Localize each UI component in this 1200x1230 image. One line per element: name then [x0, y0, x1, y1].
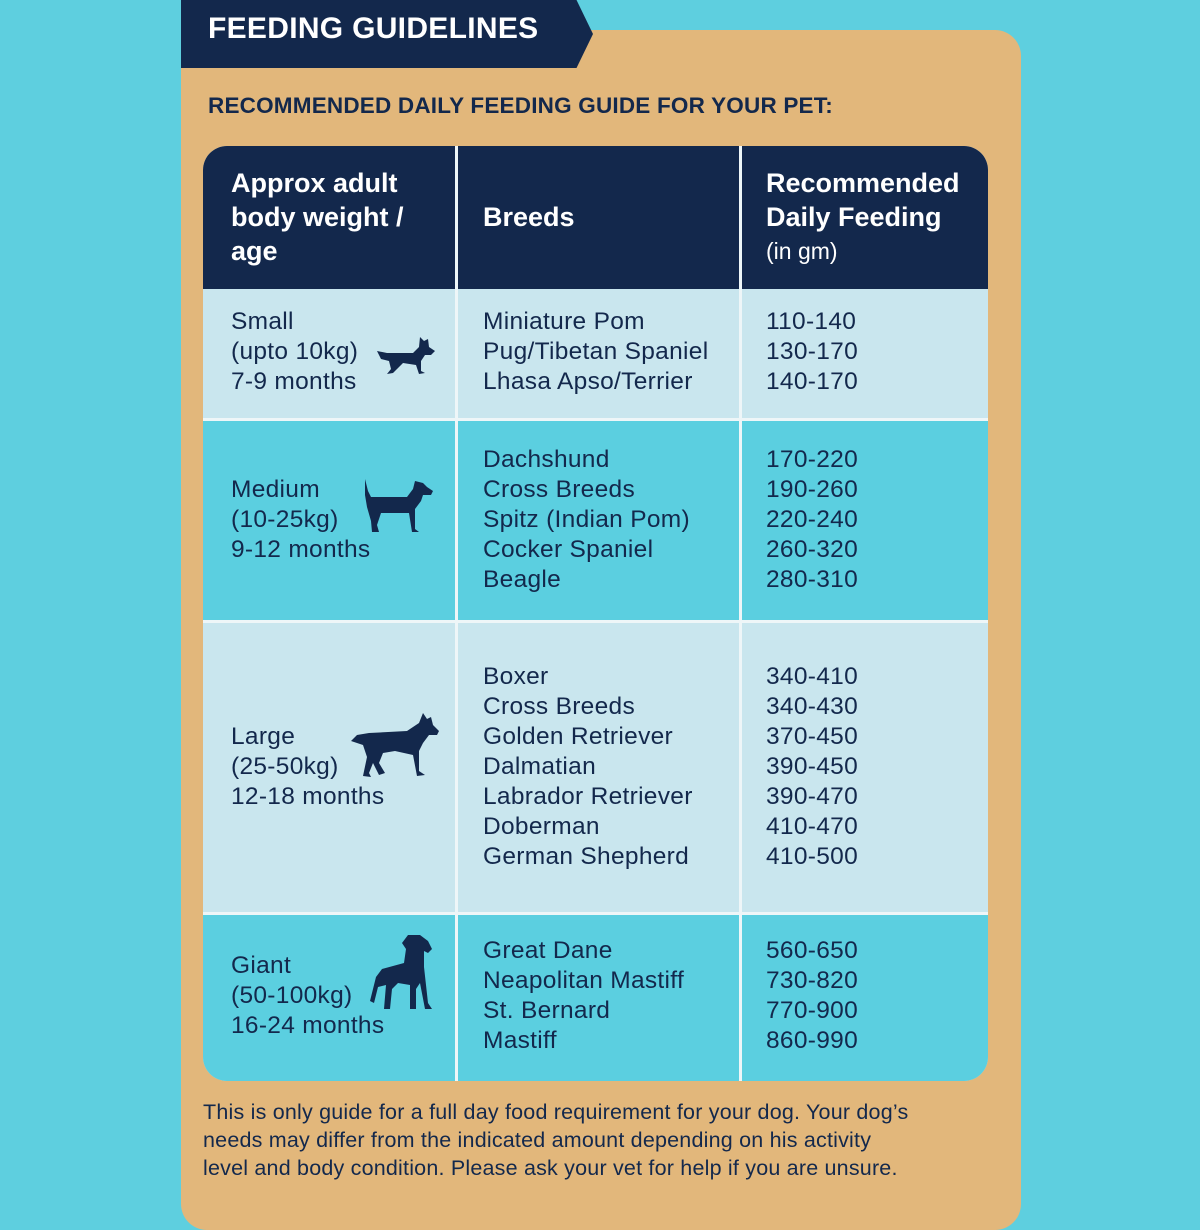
column-divider	[455, 146, 458, 1081]
weight-range: (10-25kg)	[231, 506, 339, 533]
amounts-cell	[766, 936, 858, 1056]
feeding-amount: 370-450	[766, 723, 859, 750]
size-label: Small	[231, 308, 294, 335]
feeding-amount: 390-450	[766, 753, 859, 780]
weight-range: (25-50kg)	[231, 753, 339, 780]
size-cell	[231, 475, 371, 565]
weight-range: (50-100kg)	[231, 982, 353, 1009]
breeds-cell	[483, 307, 708, 397]
breeds-cell	[483, 445, 690, 595]
breed-name: Dalmatian	[483, 753, 596, 780]
header-daily-feeding	[766, 166, 960, 268]
disclaimer-note	[203, 1098, 993, 1182]
feeding-amount: 770-900	[766, 997, 859, 1024]
breed-name: Dachshund	[483, 446, 610, 473]
age-range: 7-9 months	[231, 368, 357, 395]
header-feeding-unit: (in gm)	[766, 238, 838, 264]
disclaimer-line: needs may differ from the indicated amount depending on his activity	[203, 1128, 872, 1152]
amounts-cell	[766, 307, 858, 397]
feeding-table	[203, 146, 988, 1081]
feeding-amount: 410-470	[766, 813, 859, 840]
header-weight-line: Approx adult	[231, 168, 398, 198]
giant-dog-icon	[368, 933, 434, 1013]
breed-name: Golden Retriever	[483, 723, 673, 750]
feeding-amount: 340-410	[766, 663, 859, 690]
amounts-cell	[766, 662, 858, 872]
feeding-amount: 130-170	[766, 338, 859, 365]
feeding-amount: 390-470	[766, 783, 859, 810]
breed-name: Boxer	[483, 663, 549, 690]
weight-range: (upto 10kg)	[231, 338, 359, 365]
column-divider	[739, 146, 742, 1081]
feeding-amount: 190-260	[766, 476, 859, 503]
breed-name: Great Dane	[483, 937, 613, 964]
table-row	[203, 289, 988, 418]
feeding-amount: 140-170	[766, 368, 859, 395]
size-cell	[231, 307, 358, 397]
feeding-amount: 220-240	[766, 506, 859, 533]
breed-name: Cross Breeds	[483, 476, 636, 503]
breed-name: Doberman	[483, 813, 600, 840]
breed-name: Cocker Spaniel	[483, 536, 654, 563]
table-row	[203, 915, 988, 1081]
table-header	[203, 146, 988, 289]
age-range: 9-12 months	[231, 536, 371, 563]
feeding-amount: 730-820	[766, 967, 859, 994]
breed-name: Mastiff	[483, 1027, 557, 1054]
amounts-cell	[766, 445, 858, 595]
header-weight-age	[231, 166, 404, 268]
breed-name: Neapolitan Mastiff	[483, 967, 685, 994]
header-weight-line: body weight /	[231, 202, 404, 232]
size-label: Large	[231, 723, 296, 750]
breed-name: Spitz (Indian Pom)	[483, 506, 690, 533]
header-breeds: Breeds	[483, 202, 575, 232]
feeding-amount: 560-650	[766, 937, 859, 964]
size-label: Medium	[231, 476, 320, 503]
feeding-amount: 170-220	[766, 446, 859, 473]
age-range: 12-18 months	[231, 783, 385, 810]
header-feeding-line: Daily Feeding	[766, 202, 942, 232]
age-range: 16-24 months	[231, 1012, 385, 1039]
disclaimer-line: This is only guide for a full day food requirement for your dog. Your dog’s	[203, 1100, 909, 1124]
feeding-amount: 260-320	[766, 536, 859, 563]
size-label: Giant	[231, 952, 292, 979]
medium-dog-icon	[359, 477, 435, 535]
breed-name: St. Bernard	[483, 997, 611, 1024]
size-cell	[231, 951, 384, 1041]
header-feeding-line: Recommended	[766, 168, 960, 198]
breed-name: Lhasa Apso/Terrier	[483, 368, 693, 395]
feeding-amount: 110-140	[766, 308, 857, 335]
breed-name: Cross Breeds	[483, 693, 636, 720]
disclaimer-line: level and body condition. Please ask your vet for help if you are unsure.	[203, 1156, 898, 1180]
breeds-cell	[483, 936, 684, 1056]
breed-name: Miniature Pom	[483, 308, 645, 335]
feeding-amount: 340-430	[766, 693, 859, 720]
table-row	[203, 421, 988, 620]
breed-name: German Shepherd	[483, 843, 690, 870]
breed-name: Beagle	[483, 566, 562, 593]
feeding-amount: 410-500	[766, 843, 859, 870]
table-row	[203, 623, 988, 912]
feeding-amount: 280-310	[766, 566, 859, 593]
breed-name: Labrador Retriever	[483, 783, 693, 810]
breeds-cell	[483, 662, 693, 872]
feeding-amount: 860-990	[766, 1027, 859, 1054]
header-weight-line: age	[231, 236, 278, 266]
large-dog-icon	[349, 711, 441, 779]
guide-subtitle: RECOMMENDED DAILY FEEDING GUIDE FOR YOUR PET:	[208, 93, 833, 118]
breed-name: Pug/Tibetan Spaniel	[483, 338, 709, 365]
small-dog-icon	[373, 329, 437, 379]
page-title: FEEDING GUIDELINES	[208, 12, 539, 45]
